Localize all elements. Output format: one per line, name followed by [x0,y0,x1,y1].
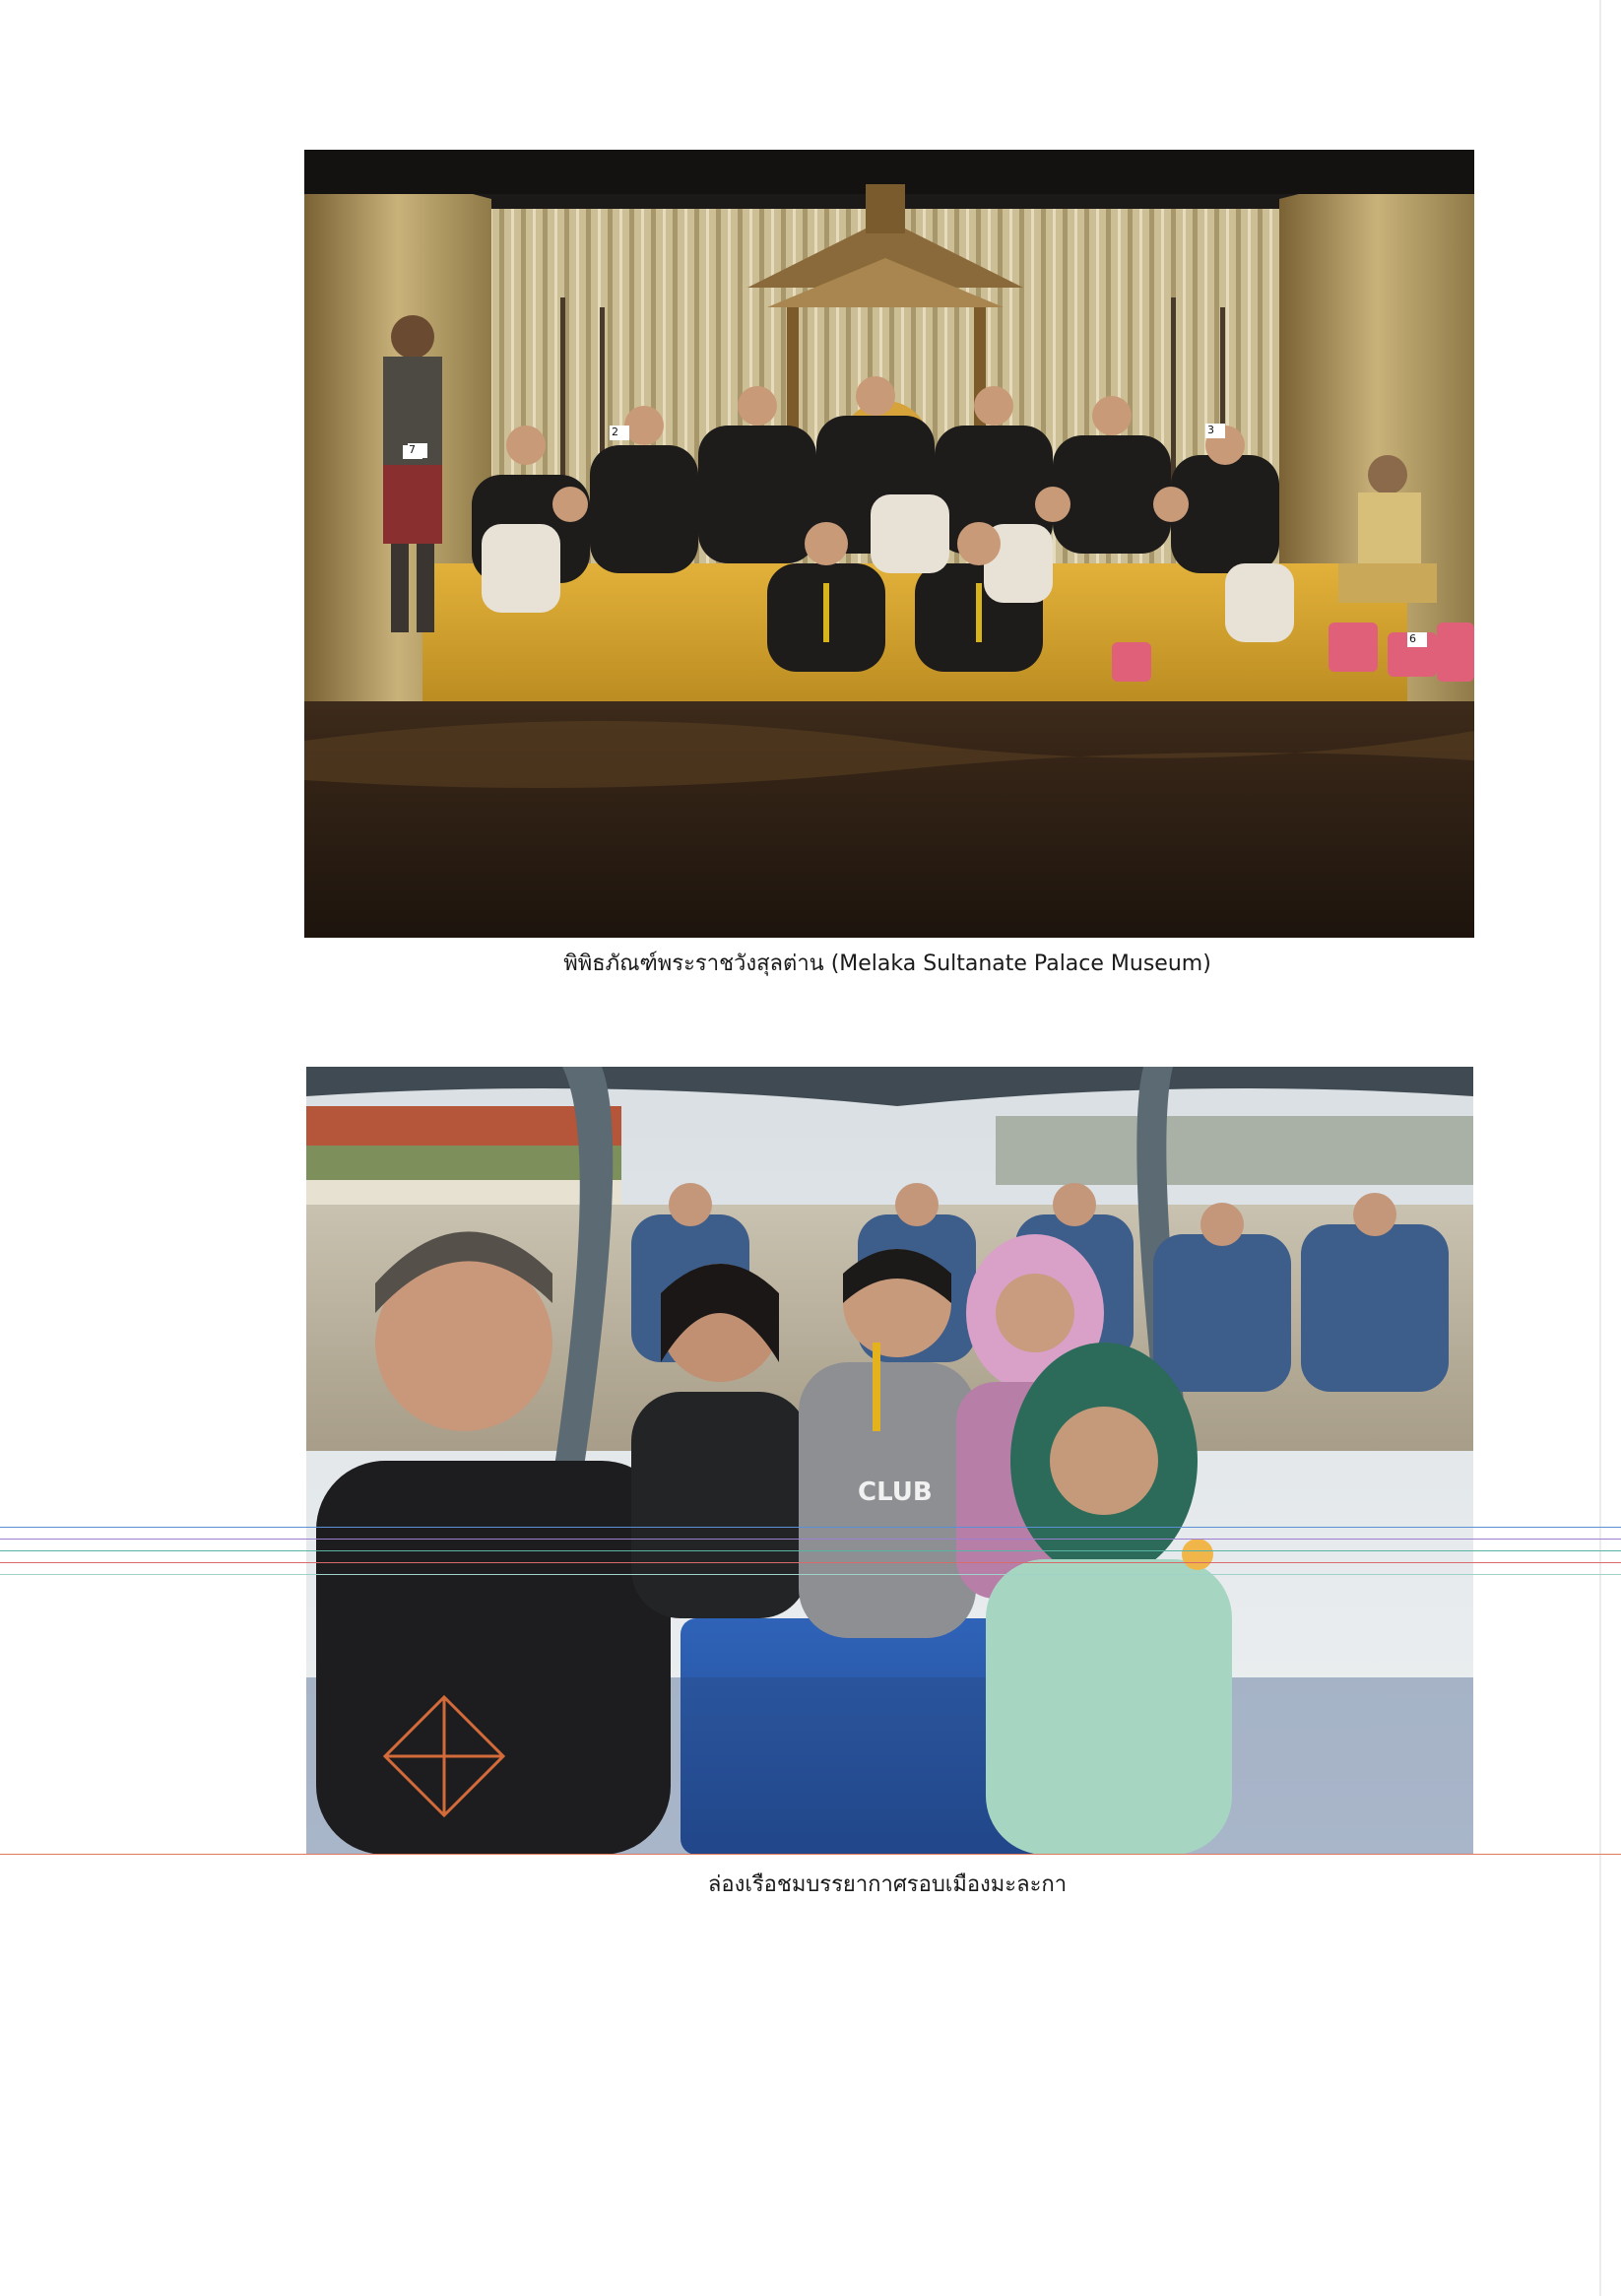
shirt-text: CLUB [858,1477,933,1507]
scan-artifact-line [0,1562,1621,1563]
boat-cruise-photo [306,1067,1473,1855]
boat-photo-graphic [306,1067,1473,1855]
scan-artifact-line [0,1550,1621,1551]
scan-artifact-line [0,1527,1621,1528]
scan-artifact-line [0,1539,1621,1540]
placard-2: 2 [612,426,618,438]
scanner-edge [1599,0,1601,2296]
museum-photo-graphic [304,150,1474,938]
museum-group-photo [304,150,1474,938]
scan-artifact-line [0,1574,1621,1575]
placard-7: 7 [409,443,416,456]
placard-6: 6 [1409,632,1416,645]
scan-artifact-line [0,1854,1621,1855]
caption-museum: พิพิธภัณฑ์พระราชวังสุลต่าน (Melaka Sultanate Palace Museum) [563,951,1211,976]
caption-boat-cruise: ล่องเรือชมบรรยากาศรอบเมืองมะละกา [707,1872,1068,1897]
placard-3: 3 [1207,424,1214,436]
